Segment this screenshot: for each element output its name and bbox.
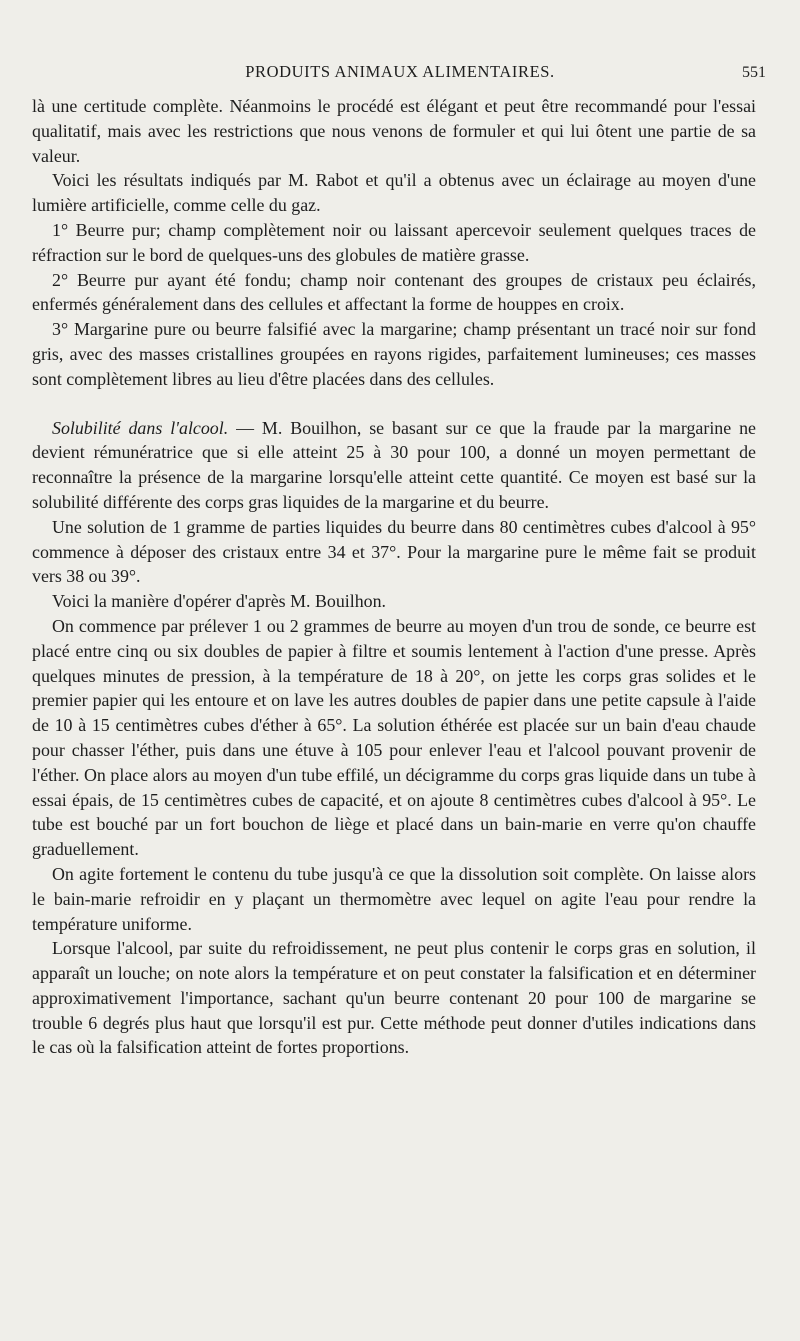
running-head: [32, 58, 768, 88]
paragraph-continuation: là une certitude complète. Néanmoins le procédé est élégant et peut être recommandé pour l'essai qualitatif, mais avec les restrictions que nous venons de formuler et qui lui ôtent une partie de sa valeur.: [32, 96, 756, 166]
paragraph-conclusion: Lorsque l'alcool, par suite du refroidissement, ne peut plus contenir le corps gras en solution, il apparaît un louche; on note alors la température et on peut constater la falsification et en déterminer approximativement l'importance, sachant qu'un beurre contenant 20 pour 100 de margarine se trouble 6 degrés plus haut que lorsqu'il est pur. Cette méthode peut donner d'utiles indications dans le cas où la falsification atteint de fortes proportions.: [32, 938, 756, 1058]
list-item-margarine: 3° Margarine pure ou beurre falsifié avec la margarine; champ présentant un tracé noir sur fond gris, avec des masses cristallines groupées en rayons rigides, parfaitement lumineuses; ces masses sont complètement libres au lieu d'être placées dans des cellules.: [32, 319, 756, 389]
section-lead-text: — M. Bouilhon, se basant sur ce que la fraude par la margarine ne devient rémunératrice que si elle atteint 25 à 30 pour 100, a donné un moyen permettant de reconnaître la présence de la margarine lorsqu'elle atteint cette quantité. Ce moyen est basé sur la solubilité différente des corps gras liquides de la margarine et du beurre.: [32, 417, 756, 512]
paragraph-solution: Une solution de 1 gramme de parties liquides du beurre dans 80 centimètres cubes d'alcool à 95° commence à déposer des cristaux entre 34 et 37°. Pour la margarine pure le même fait se produit vers 38 ou 39°.: [32, 516, 756, 587]
section-heading: Solubilité dans l'alcool.: [52, 417, 229, 438]
page-number: 551: [742, 64, 766, 81]
paragraph-agitation: On agite fortement le contenu du tube jusqu'à ce que la dissolution soit complète. On laisse alors le bain-marie refroidir en y plaçant un thermomètre avec lequel on agite l'eau pour rendre la température uniforme.: [32, 863, 756, 934]
paragraph-results-intro: Voici les résultats indiqués par M. Rabot et qu'il a obtenus avec un éclairage au moyen d'une lumière artificielle, comme celle du gaz.: [32, 170, 756, 216]
body-text: [32, 94, 756, 1060]
section-paragraph: [32, 416, 756, 515]
list-item-pure-butter: 1° Beurre pur; champ complètement noir ou laissant apercevoir seulement quelques traces de réfraction sur le bord de quelques-uns des globules de matière grasse.: [32, 219, 756, 265]
paragraph-method-intro: Voici la manière d'opérer d'après M. Bouilhon.: [52, 591, 387, 612]
paragraph-procedure: On commence par prélever 1 ou 2 grammes de beurre au moyen d'un trou de sonde, ce beurre est placé entre cinq ou six doubles de papier à filtre et soumis lentement à l'action d'une presse. Après quelques minutes de pression, à la température de 18 à 20°, on jette les corps gras solides et le premier papier qui les entoure et on lave les autres doubles de papier dans une petite capsule à l'aide de 10 à 15 centimètres cubes d'éther à 65°. La solution éthérée est placée sur un bain d'eau chaude pour chasser l'éther, puis dans une étuve à 105 pour enlever l'eau et l'alcool pouvant provenir de l'éther. On place alors au moyen d'un tube effilé, un décigramme du corps gras liquide dans un tube à essai épais, de 15 centimètres cubes de capacité, et on ajoute 8 centimètres cubes d'alcool à 95°. Le tube est bouché par un fort bouchon de liège et placé dans un bain-marie en verre qu'on chauffe graduellement.: [32, 615, 756, 860]
running-title: PRODUITS ANIMAUX ALIMENTAIRES.: [245, 62, 555, 81]
list-item-melted-butter: 2° Beurre pur ayant été fondu; champ noir contenant des groupes de cristaux peu éclairés, enfermés généralement dans des cellules et affectant la forme de houppes en croix.: [32, 269, 756, 315]
